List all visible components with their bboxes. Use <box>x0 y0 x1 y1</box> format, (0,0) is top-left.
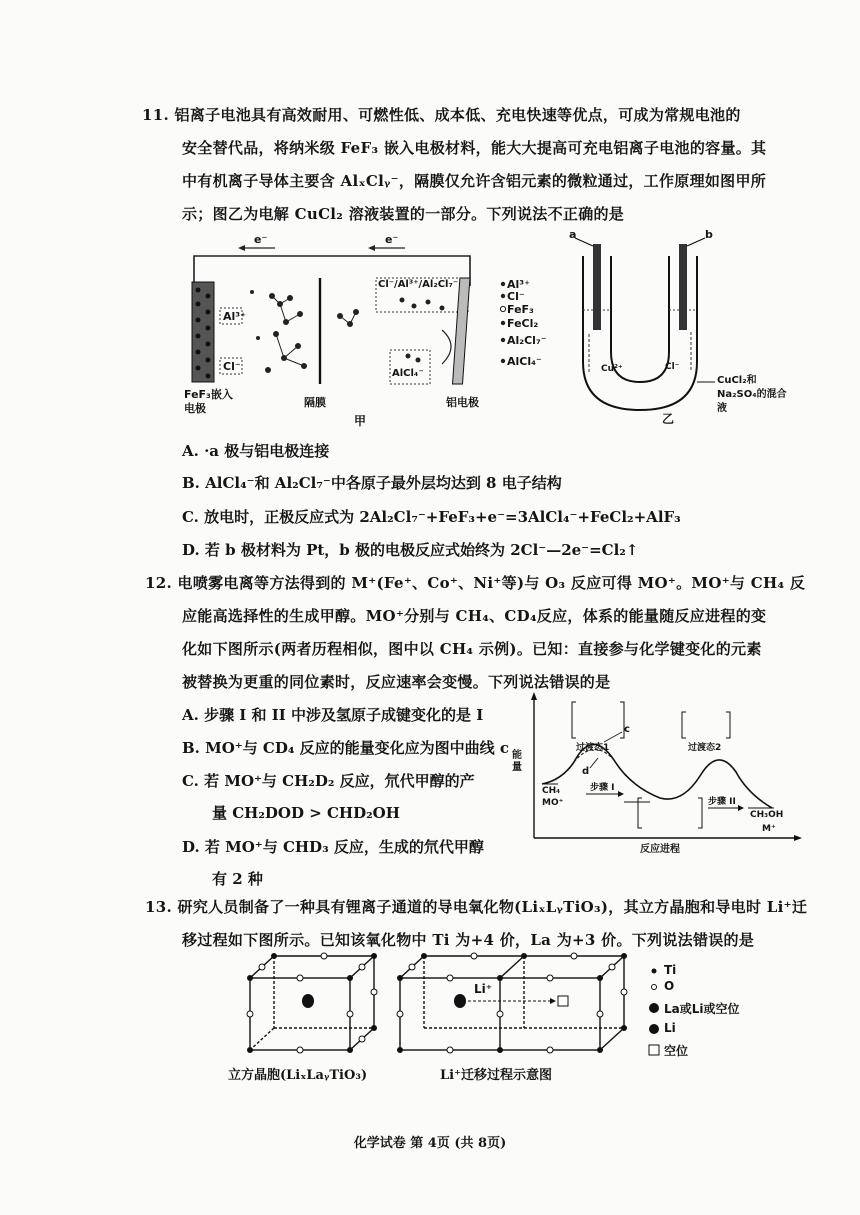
legend-fef3: FeF₃ <box>507 303 534 316</box>
q12-line-2: 应能高选择性的生成甲醇。MO⁺分别与 CH₄、CD₄反应，体系的能量随反应进程的变 <box>182 607 767 625</box>
figure-jia-caption: 甲 <box>354 414 367 428</box>
energy-diagram <box>512 690 802 855</box>
legend-vacancy: 空位 <box>664 1044 689 1058</box>
crystal-caption-left: 立方晶胞(LiₓLaᵧTiO₃) <box>228 1068 368 1083</box>
q12-line-1: 12. 电喷雾电离等方法得到的 M⁺(Fe⁺、Co⁺、Ni⁺等)与 O₃ 反应可得 MO⁺。MO⁺与 CH₄ 反 <box>145 574 806 592</box>
q12-option-c: C. 若 MO⁺与 CH₂D₂ 反应，氘代甲醇的产 <box>182 772 475 790</box>
q11-option-c: C. 放电时，正极反应式为 2Al₂Cl₇⁻+FeF₃+e⁻=3AlCl₄⁻+FeCl₂+AlF₃ <box>182 508 681 526</box>
li-migration-label: Li⁺ <box>474 982 493 996</box>
q11-line-1: 11. 铝离子电池具有高效耐用、可燃性低、成本低、充电快速等优点，可成为常规电池的 <box>142 106 741 124</box>
start-ch4-label: CH₄ <box>542 786 561 796</box>
top-box-label: Cl⁻/Al³⁺/Al₂Cl₇⁻ <box>378 279 459 290</box>
start-mo-label: MO⁺ <box>542 798 564 808</box>
q12-option-b: B. MO⁺与 CD₄ 反应的能量变化应为图中曲线 c <box>182 739 510 757</box>
legend-la-li-vacancy: La或Li或空位 <box>664 1002 740 1016</box>
crystal-svg <box>238 950 638 1060</box>
bottom-box-label: AlCl₄⁻ <box>392 368 424 379</box>
q12-line-3: 化如下图所示(两者历程相似，图中以 CH₄ 示例)。已知：直接参与化学键变化的元素 <box>182 640 762 658</box>
electrode-a-label: a <box>569 228 577 241</box>
left-electrode-label: FeF₃嵌入电极 <box>184 388 233 415</box>
q12-option-a: A. 步骤 I 和 II 中涉及氢原子成键变化的是 I <box>182 706 484 724</box>
legend-o: O <box>664 979 675 993</box>
q12-line-4: 被替换为更重的同位素时，反应速率会变慢。下列说法错误的是 <box>182 673 611 691</box>
curve-d-label: d <box>582 766 590 777</box>
legend-al2cl7: Al₂Cl₇⁻ <box>507 334 547 347</box>
end-ch3oh-label: CH₃OH <box>750 810 784 820</box>
x-axis-label: 反应进程 <box>640 844 680 855</box>
membrane-label: 隔膜 <box>304 396 326 409</box>
ts1-label: 过渡态1 <box>576 743 610 753</box>
cl-ion-label: Cl⁻ <box>223 360 241 373</box>
q11-line-4: 示；图乙为电解 CuCl₂ 溶液装置的一部分。下列说法不正确的是 <box>182 205 625 223</box>
q11-option-a: A. ·a 极与铝电极连接 <box>182 442 330 460</box>
cl-ion-right-label: Cl⁻ <box>665 362 680 372</box>
crystal-legend <box>648 962 778 1062</box>
q13-line-2: 移过程如下图所示。已知该氧化物中 Ti 为+4 价，La 为+3 价。下列说法错误的是 <box>182 931 755 949</box>
y-axis-label: 能量 <box>512 750 522 773</box>
legend-ti: Ti <box>664 963 677 977</box>
legend-cl: Cl⁻ <box>507 290 525 303</box>
energy-curve-svg <box>512 690 802 850</box>
right-electrode-label: 铝电极 <box>446 396 479 409</box>
q12-option-d-cont: 有 2 种 <box>212 870 263 888</box>
legend-al: Al³⁺ <box>507 278 530 291</box>
figure-yi <box>565 228 787 432</box>
legend-alcl4: AlCl₄⁻ <box>507 355 542 368</box>
ts2-label: 过渡态2 <box>688 743 722 753</box>
figure-jia <box>180 233 547 434</box>
step2-label: 步骤 II <box>708 797 736 807</box>
legend-fecl2: FeCl₂ <box>507 317 539 330</box>
step1-label: 步骤 I <box>590 783 615 793</box>
electron-left-label: e⁻ <box>254 233 268 246</box>
cu-ion-label: Cu²⁺ <box>601 364 623 374</box>
q11-line-3: 中有机离子导体主要含 AlₓClᵧ⁻，隔膜仅允许含铝元素的微粒通过，工作原理如图甲所 <box>182 172 767 190</box>
q13-line-1: 13. 研究人员制备了一种具有锂离子通道的导电氧化物(LiₓLᵧTiO₃)，其立方晶胞和导电时 Li⁺迁 <box>145 898 808 916</box>
curve-c-label: c <box>624 724 630 735</box>
q11-option-d: D. 若 b 极材料为 Pt，b 极的电极反应式始终为 2Cl⁻—2e⁻=Cl₂↑ <box>182 541 639 559</box>
q11-option-b: B. AlCl₄⁻和 Al₂Cl₇⁻中各原子最外层均达到 8 电子结构 <box>182 474 562 492</box>
page-footer: 化学试卷 第 4页 (共 8页) <box>353 1136 507 1151</box>
q11-line-2: 安全替代品，将纳米级 FeF₃ 嵌入电极材料，能大大提高可充电铝离子电池的容量。其 <box>182 139 767 157</box>
legend-li: Li <box>664 1021 676 1035</box>
end-m-label: M⁺ <box>762 824 776 834</box>
crystal-figures <box>238 950 638 1060</box>
q12-option-d: D. 若 MO⁺与 CHD₃ 反应，生成的氘代甲醇 <box>182 838 484 856</box>
crystal-caption-right: Li⁺迁移过程示意图 <box>440 1068 552 1083</box>
electron-right-label: e⁻ <box>385 233 399 246</box>
al-ion-label: Al³⁺ <box>223 310 246 323</box>
q12-option-c-cont: 量 CH₂DOD > CHD₂OH <box>212 804 400 822</box>
electrode-b-label: b <box>705 228 713 241</box>
figure-yi-caption: 乙 <box>662 412 675 426</box>
solution-label: CuCl₂和Na₂SO₄的混合液 <box>717 375 787 414</box>
